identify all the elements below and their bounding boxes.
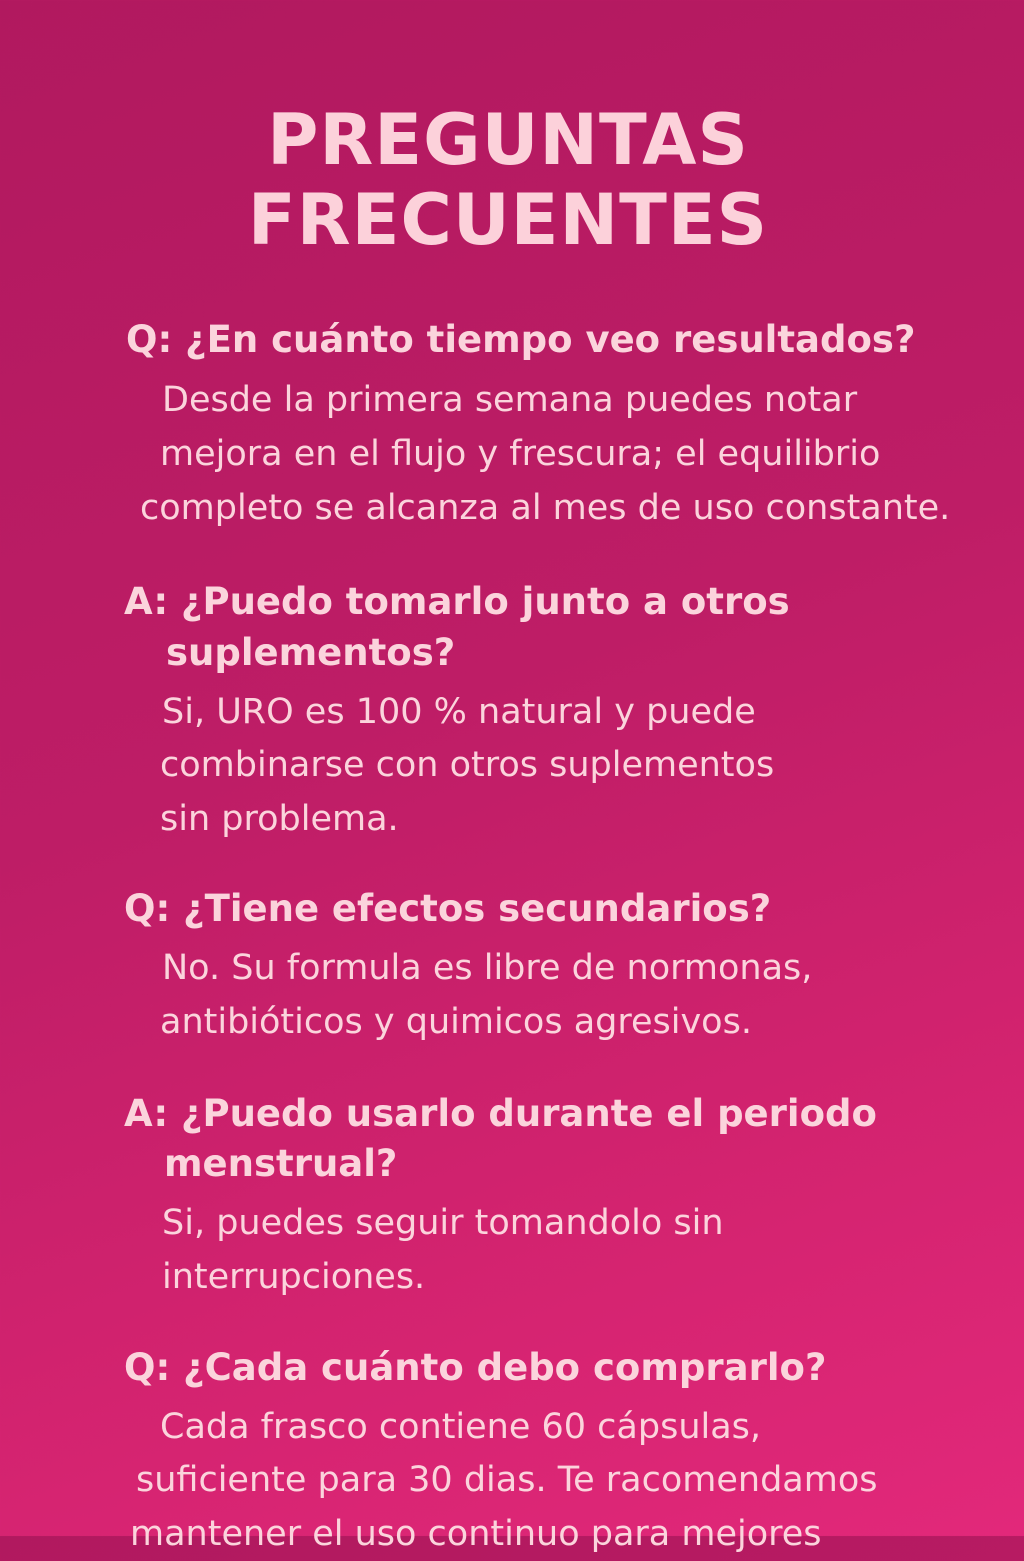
faq-question-cont: menstrual? bbox=[164, 1142, 398, 1185]
faq-answer-line: mejora en el flujo y frescura; el equilibrio bbox=[160, 434, 881, 474]
faq-answer-line: combinarse con otros suplementos bbox=[160, 745, 775, 785]
faq-answer-line: completo se alcanza al mes de uso constante. bbox=[140, 488, 951, 528]
title-line-2: FRECUENTES bbox=[247, 179, 769, 261]
faq-answer-line: Si, puedes seguir tomandolo sin bbox=[162, 1203, 724, 1243]
faq-question-cont: suplementos? bbox=[166, 631, 456, 674]
faq-answer-line: antibióticos y quimicos agresivos. bbox=[160, 1002, 752, 1042]
faq-answer-line: suficiente para 30 dias. Te racomendamos bbox=[136, 1460, 878, 1500]
faq-answer-line: sin problema. bbox=[160, 799, 399, 839]
faq-question: Q: ¿Tiene efectos secundarios? bbox=[124, 887, 772, 930]
faq-answer-line: No. Su formula es libre de normonas, bbox=[162, 948, 813, 988]
faq-answer-line: Si, URO es 100 % natural y puede bbox=[162, 692, 756, 732]
faq-answer-line: Desde la primera semana puedes notar bbox=[162, 380, 858, 420]
faq-question: Q: ¿Cada cuánto debo comprarlo? bbox=[124, 1346, 827, 1389]
title-line-1: PREGUNTAS bbox=[267, 99, 749, 181]
faq-answer-line: mantener el uso continuo para mejores bbox=[130, 1514, 822, 1554]
faq-answer-line: interrupciones. bbox=[162, 1257, 426, 1297]
faq-answer-line: Cada frasco contiene 60 cápsulas, bbox=[160, 1407, 762, 1447]
faq-question: A: ¿Puedo tomarlo junto a otros bbox=[124, 580, 790, 623]
faq-question: Q: ¿En cuánto tiempo veo resultados? bbox=[126, 318, 916, 361]
faq-question: A: ¿Puedo usarlo durante el periodo bbox=[124, 1092, 877, 1135]
